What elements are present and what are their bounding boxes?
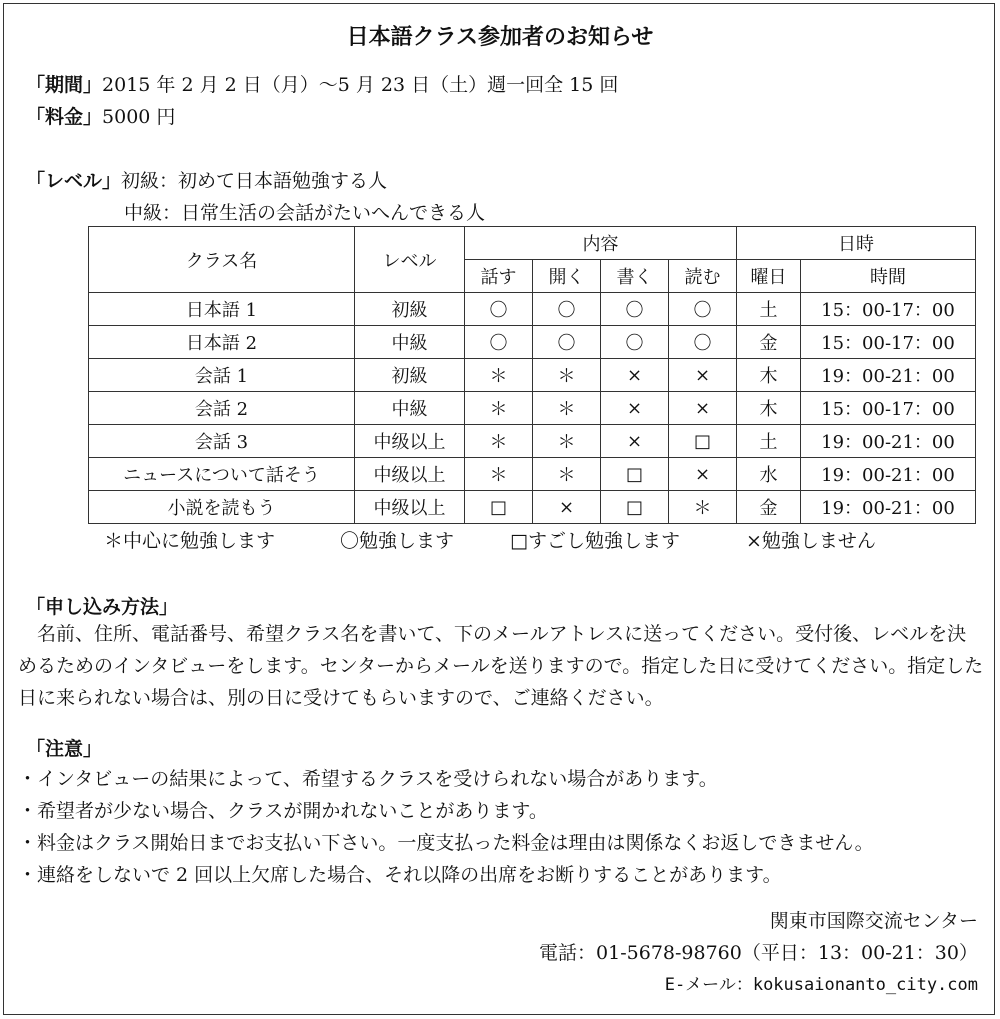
listen-cell: ＊: [533, 425, 601, 458]
read-cell: ×: [669, 359, 737, 392]
read-cell: ×: [669, 392, 737, 425]
table-row: [89, 392, 976, 425]
header-level: レベル: [355, 227, 465, 293]
class-name-cell: 会話 1: [89, 359, 355, 392]
listen-cell: 〇: [533, 293, 601, 326]
write-cell: ×: [601, 425, 669, 458]
legend-square: □すごし勉強します: [510, 530, 680, 552]
time-cell: 19：00-21：00: [801, 425, 976, 458]
legend-star: ＊中心に勉強します: [104, 530, 276, 552]
contact-org: 関東市国際交流センター: [769, 910, 978, 932]
legend-circle: 〇勉強します: [340, 530, 455, 552]
speak-cell: ＊: [465, 425, 533, 458]
apply-text: 名前、住所、電話番号、希望クラス名を書いて、下のメールアトレスに送ってください。受付後、レベルを決めるためのインタビューをします。センターからメールを送りますので。指定した日に受けてください。指定した日に来られない場合は、別の日に受けてもらいますので、ご連絡ください。: [18, 623, 984, 709]
speak-cell: 〇: [465, 326, 533, 359]
header-schedule: 日時: [737, 227, 976, 260]
read-cell: 〇: [669, 326, 737, 359]
listen-cell: ＊: [533, 392, 601, 425]
level-beginner: 初級：初めて日本語勉強する人: [121, 170, 388, 192]
read-cell: ＊: [669, 491, 737, 524]
level-cell: 中級: [355, 392, 465, 425]
listen-cell: ＊: [533, 458, 601, 491]
contact-phone: 電話：01-5678-98760（平日：13：00-21：30）: [539, 942, 978, 964]
table-row: [89, 425, 976, 458]
day-cell: 水: [737, 458, 801, 491]
day-cell: 木: [737, 392, 801, 425]
apply-label: 「申し込み方法」: [26, 596, 179, 618]
write-cell: 〇: [601, 293, 669, 326]
header-read: 読む: [669, 260, 737, 293]
note-item: ・インタビューの結果によって、希望するクラスを受けられない場合があります。: [18, 768, 718, 790]
time-cell: 15：00-17：00: [801, 326, 976, 359]
contact-email: E-メール：kokusaionanto_city.com: [664, 975, 978, 995]
listen-cell: ＊: [533, 359, 601, 392]
write-cell: 〇: [601, 326, 669, 359]
level-cell: 初級: [355, 359, 465, 392]
header-class-name: クラス名: [89, 227, 355, 293]
day-cell: 金: [737, 491, 801, 524]
level-line: [26, 166, 387, 193]
time-cell: 19：00-21：00: [801, 491, 976, 524]
notes-label: 「注意」: [26, 738, 103, 760]
level-label: 「レベル」: [26, 170, 122, 192]
time-cell: 15：00-17：00: [801, 392, 976, 425]
fee-label: 「料金」: [26, 106, 103, 128]
period-label: 「期間」: [26, 74, 103, 96]
level-cell: 初級: [355, 293, 465, 326]
header-day: 曜日: [737, 260, 801, 293]
speak-cell: □: [465, 491, 533, 524]
day-cell: 土: [737, 293, 801, 326]
fee-line: [26, 102, 175, 129]
header-speak: 話す: [465, 260, 533, 293]
page-title: 日本語クラス参加者のお知らせ: [346, 25, 654, 50]
class-name-cell: 会話 3: [89, 425, 355, 458]
read-cell: □: [669, 425, 737, 458]
class-name-cell: 日本語 2: [89, 326, 355, 359]
level-cell: 中级以上: [355, 458, 465, 491]
speak-cell: ＊: [465, 392, 533, 425]
table-row: [89, 359, 976, 392]
speak-cell: ＊: [465, 458, 533, 491]
note-item: ・料金はクラス開始日までお支払い下さい。一度支払った料金は理由は関係なくお返しできません。: [18, 832, 874, 854]
table-row: [89, 491, 976, 524]
level-cell: 中级以上: [355, 491, 465, 524]
listen-cell: ×: [533, 491, 601, 524]
write-cell: ×: [601, 359, 669, 392]
write-cell: □: [601, 491, 669, 524]
speak-cell: 〇: [465, 293, 533, 326]
class-name-cell: 小説を読もう: [89, 491, 355, 524]
listen-cell: 〇: [533, 326, 601, 359]
header-time: 時間: [801, 260, 976, 293]
note-item: ・希望者が少ない場合、クラスが開かれないことがあります。: [18, 800, 548, 822]
time-cell: 15：00-17：00: [801, 293, 976, 326]
table-legend: [104, 526, 876, 553]
period-value: 2015 年 2 月 2 日（月）〜5 月 23 日（土）週一回全 15 回: [102, 74, 619, 96]
write-cell: ×: [601, 392, 669, 425]
class-name-cell: 会話 2: [89, 392, 355, 425]
day-cell: 土: [737, 425, 801, 458]
read-cell: ×: [669, 458, 737, 491]
header-listen: 開く: [533, 260, 601, 293]
time-cell: 19：00-21：00: [801, 359, 976, 392]
header-content: 内容: [465, 227, 737, 260]
speak-cell: ＊: [465, 359, 533, 392]
note-item: ・連絡をしないで 2 回以上欠席した場合、それ以降の出席をお断りすることがあります。: [18, 864, 782, 886]
day-cell: 木: [737, 359, 801, 392]
read-cell: 〇: [669, 293, 737, 326]
table-row: [89, 458, 976, 491]
level-cell: 中級: [355, 326, 465, 359]
table-row: [89, 326, 976, 359]
day-cell: 金: [737, 326, 801, 359]
class-name-cell: ニュースについて話そう: [89, 458, 355, 491]
level-cell: 中级以上: [355, 425, 465, 458]
table-row: [89, 293, 976, 326]
fee-value: 5000 円: [102, 106, 176, 128]
period-line: [26, 70, 618, 97]
write-cell: □: [601, 458, 669, 491]
legend-cross: ×勉強しません: [746, 530, 876, 552]
class-table: [88, 226, 976, 524]
level-intermediate: 中級：日常生活の会話がたいへんできる人: [124, 202, 486, 224]
class-name-cell: 日本語 1: [89, 293, 355, 326]
time-cell: 19：00-21：00: [801, 458, 976, 491]
header-write: 書く: [601, 260, 669, 293]
